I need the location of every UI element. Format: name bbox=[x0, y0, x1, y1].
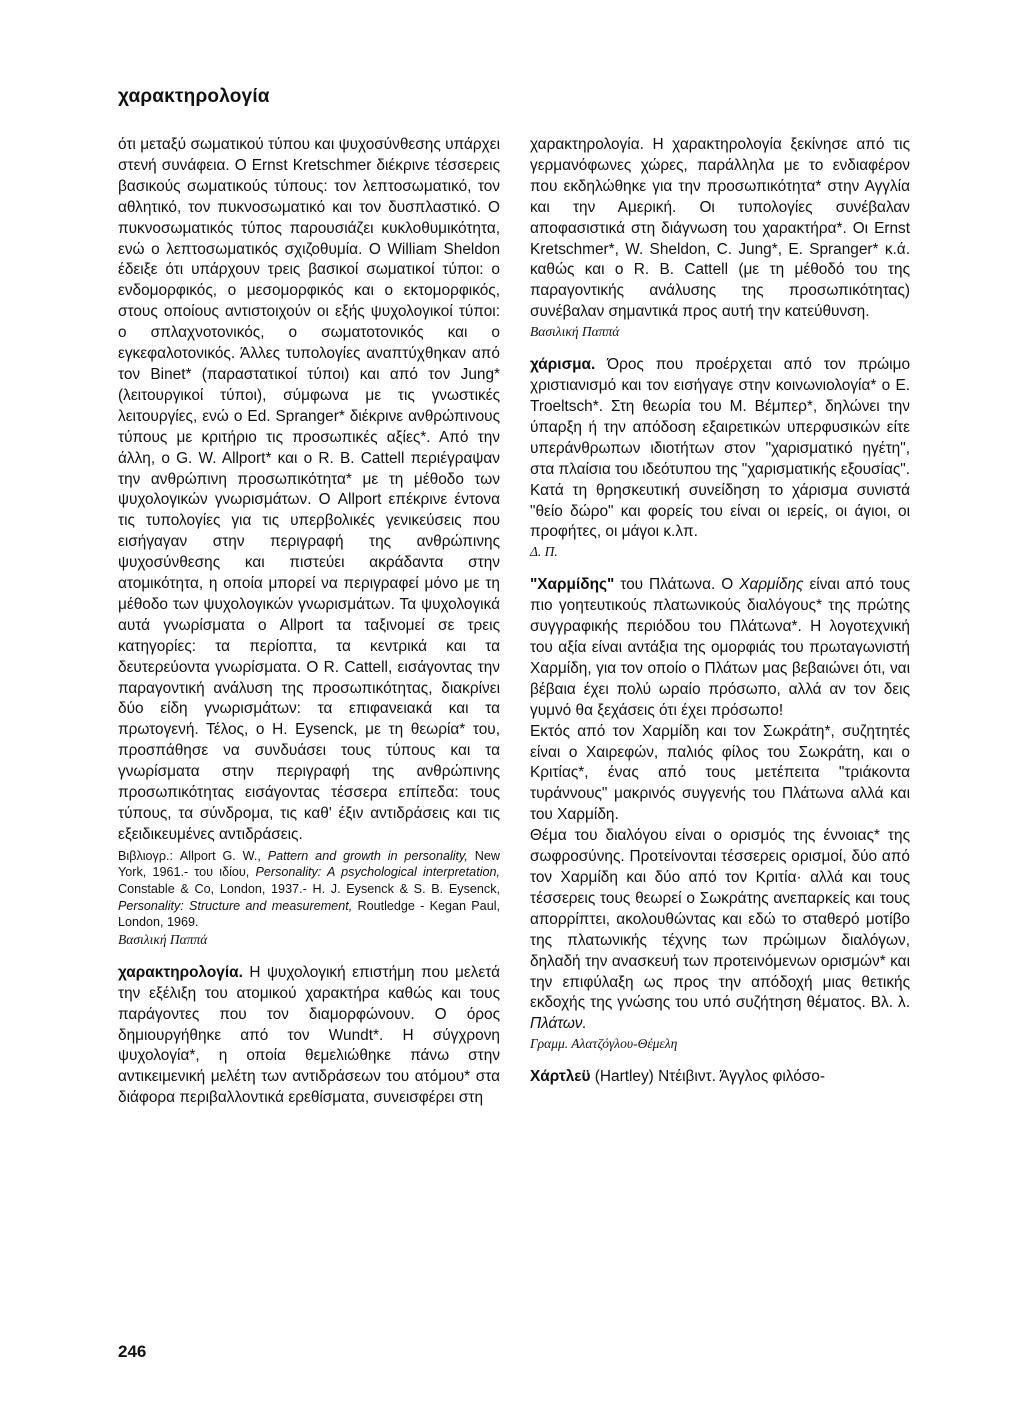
entry-text: του Πλάτωνα. Ο bbox=[614, 576, 740, 594]
bibliography-lead: Βιβλιογρ.: Allport G. W., bbox=[118, 848, 268, 863]
entry-head: χάρισμα. bbox=[530, 356, 596, 374]
bibliography-rest-1: New York, 1961.- του ιδίου, bbox=[118, 848, 500, 880]
entry-head: χαρακτηρολογία. bbox=[118, 963, 243, 981]
entry-body: είναι από τους πιο γοητευτικούς πλατωνικούς διαλόγους* της πρώτης συγγραφικής περιόδου του Πλάτωνα*. Η λογοτεχνική του αξία είναι αντάξια της ομορφιάς του πρωταγωνιστή Χαρμίδη, για τον οποίο ο Πλάτων μας βεβαιώνει ότι, ναι βέβαια έχει πολύ ωραίο πρόσωπο, αλλά αν τον δεις γυμνό θα ξεχάσεις ότι έχει πρόσωπο! bbox=[530, 576, 911, 719]
author-signature: Βασιλική Παππά bbox=[118, 931, 208, 947]
author-signature: Γραμμ. Αλατζόγλου-Θέμελη bbox=[530, 1036, 678, 1052]
paragraph-typology-continued: ότι μεταξύ σωματικού τύπου και ψυχοσύνθεσης υπάρχει στενή συνάφεια. Ο Ernst Kretschmer διέκρινε τέσσερεις βασικούς σωματικούς τύπους: τον λεπτοσωματικό, τον αθλητικό, τον πυκνοσωματικό και τον δυσπλαστικό. Ο πυκνοσωματικός τύπος παρουσιάζει κυκλοθυμικότητα, ενώ ο λεπτοσωματικός σχιζοθυμία. Ο William Sheldon έδειξε ότι υπάρχουν τρεις βασικοί σωματικοί τύποι: ο ενδομορφικός, ο μεσομορφικός και ο εκτομορφικός, στους οποίους αντιστοιχούν οι εξής ψυχολογικοί τύποι: ο σπλαχνοτονικός, ο σωματοτονικός και ο εγκεφαλοτονικός. Άλλες τυπολογίες αναπτύχθηκαν από τον Binet* (παραστατικοί τύποι) και από τον Jung* (λειτουργικοί τύποι), σύμφωνα με τις γνωστικές λειτουργίες, ενώ ο Ed. Spranger* διέκρινε ανθρώπινους τύπους με κριτήριο τις προσωπικές αξίες*. Από την άλλη, ο G. W. Allport* και ο R. B. Cattell περιέγραψαν την ανθρώπινη προσωπικότητα* με τη μέθοδο των ψυχολογικών γνωρισμάτων. Ο Allport επέκρινε έντονα τις τυπολογίες για τις υπερβολικές γενικεύσεις που εισήγαγαν στην περιγραφή της ανθρώπινης ψυχοσύνθεσης και πιστεύει ακράδαντα στην ατομικότητα, η οποία μπορεί να περιγραφεί μόνο με τη μέθοδο των ψυχολογικών γνωρισμάτων. Τα ψυχολογικά αυτά γνωρίσματα ο Allport τα ταξινομεί σε τρεις κατηγορίες: τα περίοπτα, τα κεντρικά και τα δευτερεύοντα γνωρίσματα. Ο R. Cattell, εισάγοντας την παραγοντική ανάλυση της προσωπικότητας, διακρίνει δύο είδη γνωρισμάτων: τα επιφανειακά και τα πρωτογενή. Τέλος, ο H. Eysenck, με τη θεωρία* του, προσπάθησε να συνδυάσει τους τύπους και τα γνωρίσματα στην περιγραφή της ανθρώπινης προσωπικότητας εισάγοντας τέσσερα επίπεδα: τους τύπους, τα σύνδρομα, τις καθ' έξιν αντιδράσεις και τις εξειδικευμένες αντιδράσεις. bbox=[118, 136, 500, 843]
entry-body: (Hartley) Ντέιβιντ. Άγγλος φιλόσο- bbox=[590, 1068, 825, 1086]
entry-title-italic: Χαρμίδης bbox=[739, 576, 804, 594]
entry-hartley bbox=[530, 1067, 910, 1088]
bibliography-title-1: Pattern and growth in personality, bbox=[267, 848, 468, 863]
entry-body: Όρος που προέρχεται από τον πρώιμο χριστιανισμό και τον εισήγαγε στην κοινωνιολογία* ο E. Troeltsch*. Στη θεωρία του M. Βέμπερ*, δηλώνει την ύπαρξη ή την απόδοση εξαιρετικών υπερφυσικών είτε υπεράνθρωπων ιδιοτήτων στον "χαρισματικό ηγέτη", στα πλαίσια του ιδεότυπου της "χαρισματικής εξουσίας". Κατά τη θρησκευτική συνείδηση το χάρισμα συνιστά "θείο δώρο" και φορείς του είναι οι ιερείς, οι άγιοι, οι προφήτες, οι μάγοι κ.λπ. bbox=[530, 356, 911, 541]
paragraph-charmides-theme bbox=[530, 826, 910, 1035]
paragraph-charmides-speakers: Εκτός από τον Χαρμίδη και τον Σωκράτη*, συζητητές είναι ο Χαιρεφών, παλιός φίλος του Σωκράτη, και ο Κριτίας*, ένας από τους μετέπειτα "τριάκοντα τυράννους" μακρινός συγγενής του Πλάτωνα αλλά και του Χαρμίδη. bbox=[530, 722, 910, 824]
author-signature: Βασιλική Παππά bbox=[530, 324, 620, 340]
entry-charisma bbox=[530, 355, 910, 543]
bibliography-rest-2: Constable & Co, London, 1937.- H. J. Eysenck & S. B. Eysenck, bbox=[118, 882, 500, 896]
paragraph-characterology-continued: χαρακτηρολογία. Η χαρακτηρολογία ξεκίνησε από τις γερμανόφωνες χώρες, παράλληλα με το ενδιαφέρον που εκδηλώθηκε για την προσωπικότητα* στην Αγγλία και την Αμερική. Οι τυπολογίες συνέβαλαν αποφασιστικά στη διάγνωση του χαρακτήρα*. Οι Ernst Kretschmer*, W. Sheldon, C. Jung*, E. Spranger* κ.ά. καθώς και ο R. B. Cattell (με τη μέθοδό του της παραγοντικής ανάλυσης της προσωπικότητας) συνέβαλαν σημαντικά προς αυτή την κατεύθυνση. bbox=[530, 136, 910, 321]
bibliography-title-3: Personality: Structure and measurement, bbox=[118, 898, 353, 913]
entry-characterology bbox=[118, 963, 500, 1109]
bibliography bbox=[118, 848, 500, 931]
bibliography-rest-3: Routledge - Kegan Paul, London, 1969. bbox=[118, 898, 500, 930]
paragraph-text: Θέμα του διαλόγου είναι ο ορισμός της έννοιας* της σωφροσύνης. Προτείνονται τέσσερεις ορισμοί, δύο από τον Χαρμίδη και δύο από τον Κριτία· αλλά και τους τέσσερεις τους θεωρεί ο Σωκράτης ανεπαρκείς και τους απορρίπτει, ακολουθώντας και εδώ το σταθερό μοτίβο της πλατωνικής τέχνης των πρώιμων διαλόγων, δηλαδή την ανασκευή των προτεινόμενων ορισμών* και την επιφύλαξη ως προς την απόδοχή μιας θετικής εκδοχής της γνώσης του υπό συζήτηση θέματος. Βλ. λ. bbox=[530, 827, 910, 1012]
entry-body: Η ψυχολογική επιστήμη που μελετά την εξέλιξη του ατομικού χαρακτήρα καθώς και τους παράγοντες που τον διαμορφώνουν. Ο όρος δημιουργήθηκε από τον Wundt*. Η σύγχρονη ψυχολογία*, η οποία θεμελιώθηκε πάνω στην αντικειμενική μελέτη των αντιδράσεων του ατόμου* στα διάφορα περιβαλλοντικά ερεθίσματα, συνεισφέρει στη bbox=[118, 963, 500, 1107]
author-signature: Δ. Π. bbox=[530, 544, 558, 560]
cross-reference: Πλάτων. bbox=[530, 1015, 587, 1033]
entry-head: Χάρτλεϋ bbox=[530, 1068, 591, 1086]
left-column bbox=[118, 135, 500, 1109]
bibliography-title-2: Personality: A psychological interpretation, bbox=[255, 865, 500, 880]
entry-charmides bbox=[530, 575, 910, 721]
right-column bbox=[530, 135, 910, 1088]
page-number: 246 bbox=[118, 1342, 147, 1361]
running-head: χαρακτηρολογία bbox=[118, 86, 270, 107]
entry-head: "Χαρμίδης" bbox=[530, 576, 615, 594]
